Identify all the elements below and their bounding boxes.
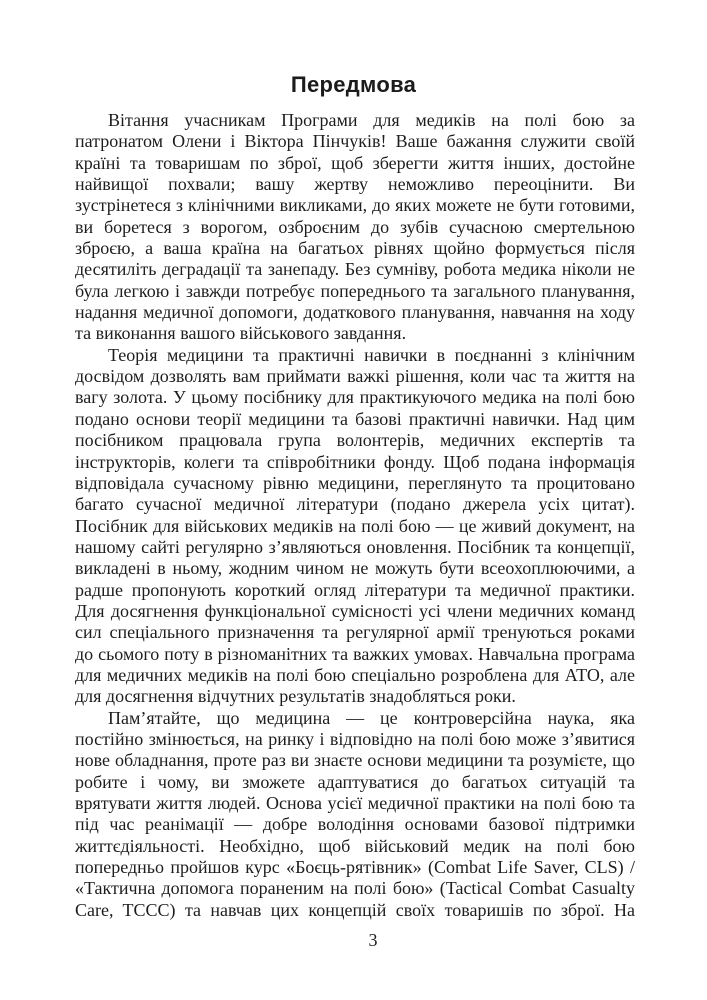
text-line: та виконання вашого військового завдання. [75,323,407,344]
text-line: найвищої похвали; вашу жертву неможливо переоцінити. Ви [75,174,635,195]
text-line: десятиліть деградації та занепаду. Без сумніву, робота медика ніколи не [75,259,635,280]
text-line: Посібник для військових медиків на полі бою — це живий документ, на [75,515,635,536]
text-line: країні та товаришам по зброї, щоб зберегти життя інших, достойне [75,152,635,173]
text-line: робите і чому, ви зможете адаптуватися до багатьох ситуацій та [75,771,635,792]
text-line: ви боретеся з ворогом, озброєним до зубів сучасною смертельною [75,216,635,237]
text-line: врятувати життя людей. Основа усієї медичної практики на полі бою та [75,793,635,813]
text-line: зброєю, а ваша країна на багатьох рівнях щойно формується після [75,238,635,259]
text-line: нове обладнання, проте раз ви знаєте основи медицини та розумієте, що [75,750,635,771]
text-line: «Тактична допомога пораненим на полі бою» (Tactical Combat Casualty [75,878,635,899]
text-line: досвідом дозволять вам приймати важкі рішення, коли час та життя на [75,366,635,387]
text-line: під час реанімації — добре володіння основами базової підтримки [75,814,635,835]
text-line: посібником працювала група волонтерів, медичних експертів та [75,430,635,451]
text-line: відповідала сучасному рівню медицини, переглянуто та процитовано [75,472,635,493]
text-line: життєдіяльності. Необхідно, щоб військовий медик на полі бою [75,835,635,856]
text-line: радше пропонують короткий огляд літератури та медичної практики. [75,579,635,600]
text-line: для медичних медиків на полі бою спеціально розроблена для АТО, але [75,664,635,685]
paragraph [75,345,635,708]
text-line: Пам’ятайте, що медицина — це контроверсійна наука, яка [108,707,635,728]
page-number: 3 [368,930,378,950]
text-line: сил спеціального призначення та регулярної армії тренуються роками [75,622,635,643]
text-line: Вітання учасникам Програми для медиків на полі бою за [108,110,635,130]
text-line: викладені в ньому, жодним чином не можуть бути всеохоплюючими, а [75,558,635,579]
body-text [75,110,635,921]
text-line: Теорія медицини та практичні навички в поєднанні з клінічним [108,344,635,365]
text-line: Care, TCCC) та навчав цих концепцій своїх товаришів по зброї. На [75,899,635,920]
text-line: надання медичної допомоги, додаткового планування, навчання на ходу [75,302,635,323]
text-line: багато сучасної медичної літератури (подано джерела усіх цитат). [75,494,635,515]
text-line: зустрінетеся з клінічними викликами, до яких можете не бути готовими, [75,195,635,216]
page-title: Передмова [290,72,417,97]
text-line: Для досягнення функціональної сумісності усі члени медичних команд [75,600,635,621]
text-line: була легкою і завжди потребує попереднього та загального планування, [75,280,635,301]
text-line: подано основи теорії медицини та базові практичні навички. Над цим [75,408,635,429]
text-line: нашому сайті регулярно з’являються оновлення. Посібник та концепції, [75,536,635,557]
text-line: постійно змінюється, на ринку і відповідно на полі бою може з’явитися [75,728,635,749]
text-line: попередньо пройшов курс «Боєць-рятівник» (Combat Life Saver, CLS) / [75,857,635,878]
text-line: інструкторів, колеги та співробітники фонду. Щоб подана інформація [75,451,635,472]
paragraph [75,110,635,345]
text-line: до сьомого поту в різноманітних та важких умовах. Навчальна програма [75,643,635,664]
text-line: патронатом Олени і Віктора Пінчуків! Ваше бажання служити своїй [75,131,635,152]
text-line: вагу золота. У цьому посібнику для практикуючого медика на полі бою [75,387,635,408]
text-line: для досягнення відчутних результатів знадобляться роки. [75,686,516,707]
paragraph [75,708,635,921]
